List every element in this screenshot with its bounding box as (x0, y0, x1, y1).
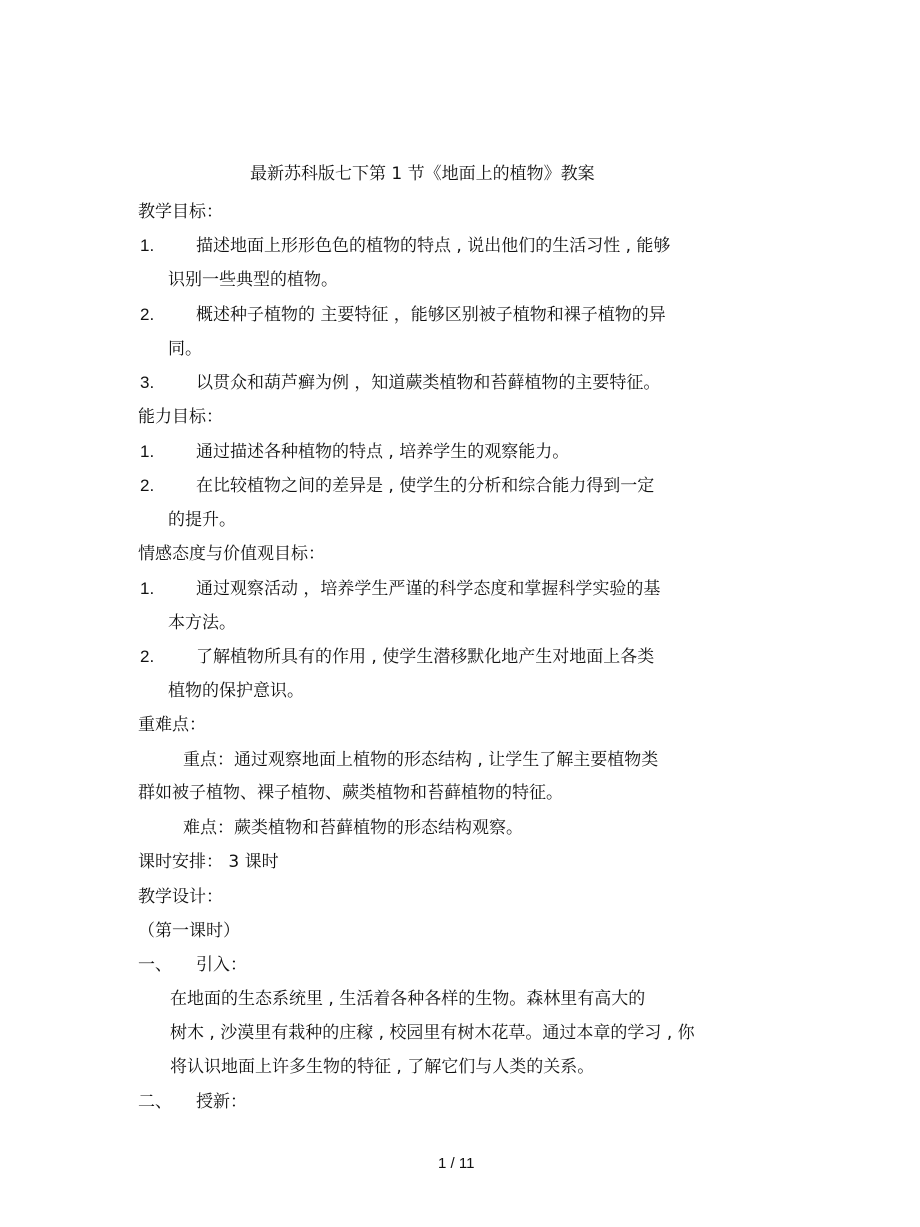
paragraph-text: 将认识地面上许多生物的特征 , 了解它们与人类的关系。 (170, 1057, 595, 1077)
difficult-point-text: 难点：蕨类植物和苔藓植物的形态结构观察。 (183, 818, 523, 838)
key-point-text: 重点：通过观察地面上植物的形态结构 , 让学生了解主要植物类 (183, 750, 659, 770)
schedule-text: 课时安排： 3 课时 (138, 852, 279, 872)
key-points-heading: 重难点： (138, 715, 206, 735)
paragraph-text: 树木 , 沙漠里有栽种的庄稼 , 校园里有树木花草。通过本章的学习 , 你 (170, 1023, 695, 1043)
section-heading: 引入： (196, 955, 247, 975)
list-item-text: 在比较植物之间的差异是 , 使学生的分析和综合能力得到一定 (196, 476, 655, 496)
section-heading: 授新： (196, 1092, 247, 1112)
list-item-text: 以贯众和葫芦癣为例 ，知道蕨类植物和苔藓植物的主要特征。 (196, 373, 661, 393)
attitude-goals-heading: 情感态度与价值观目标： (138, 544, 325, 564)
list-item-text: 的提升。 (168, 510, 236, 530)
list-item-text: 通过观察活动 ，培养学生严谨的科学态度和掌握科学实验的基 (196, 579, 661, 599)
list-number: 3. (140, 373, 155, 392)
list-number: 2. (140, 647, 155, 666)
list-number: 1. (140, 442, 155, 461)
list-item-text: 描述地面上形形色色的植物的特点 , 说出他们的生活习性 , 能够 (196, 236, 671, 256)
section-number: 一、 (138, 955, 172, 975)
key-point-text: 群如被子植物、裸子植物、蕨类植物和苔藓植物的特征。 (138, 783, 563, 803)
section-number: 二、 (138, 1092, 172, 1112)
list-number: 1. (140, 236, 155, 255)
paragraph-text: 在地面的生态系统里 , 生活着各种各样的生物。森林里有高大的 (170, 989, 646, 1009)
list-item-text: 通过描述各种植物的特点 , 培养学生的观察能力。 (196, 442, 570, 462)
list-item-text: 识别一些典型的植物。 (168, 270, 338, 290)
list-number: 1. (140, 579, 155, 598)
list-item-text: 同。 (168, 339, 202, 359)
list-item-text: 本方法。 (168, 613, 236, 633)
list-number: 2. (140, 476, 155, 495)
list-item-text: 了解植物所具有的作用 , 使学生潜移默化地产生对地面上各类 (196, 647, 655, 667)
list-item-text: 概述种子植物的 主要特征 ，能够区别被子植物和裸子植物的异 (196, 305, 666, 325)
design-heading: 教学设计： (138, 887, 223, 907)
page-title: 最新苏科版七下第 1 节《地面上的植物》教案 (250, 164, 595, 184)
list-item-text: 植物的保护意识。 (168, 681, 304, 701)
page-number: 1 / 11 (438, 1155, 475, 1172)
ability-goals-heading: 能力目标： (138, 407, 223, 427)
lesson-label: （第一课时） (138, 921, 240, 941)
teaching-goals-heading: 教学目标： (138, 202, 223, 222)
list-number: 2. (140, 305, 155, 324)
